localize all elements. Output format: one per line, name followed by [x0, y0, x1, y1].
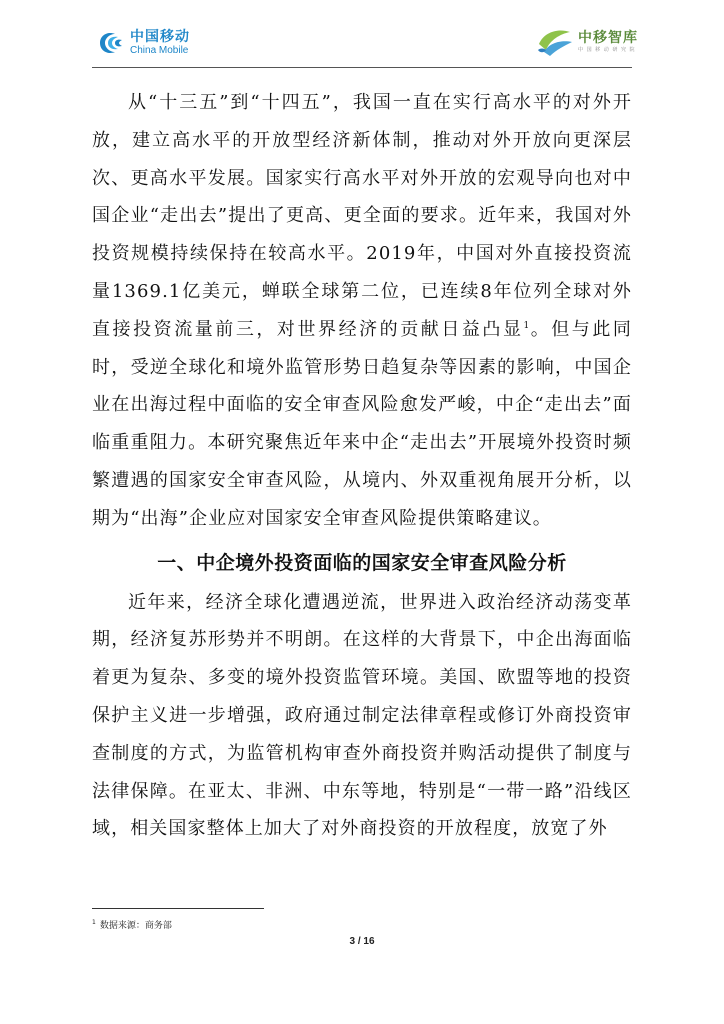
paragraph-1-text: 从“十三五”到“十四五”，我国一直在实行高水平的对外开放，建立高水平的开放型经济新体制，推动对外开放向更深层次、更高水平发展。国家实行高水平对外开放的宏观导向也对中国企业“走出去”提出了更高、更全面的要求。近年来，我国对外投资规模持续保持在较高水平。2019年，中国对外直接投资流量1369.1亿美元，蝉联全球第二位，已连续8年位列全球对外直接投资流量前三，对世界经济的贡献日益凸显 — [92, 92, 632, 340]
china-mobile-name-cn: 中国移动 — [130, 29, 190, 45]
paragraph-1-text-after: 。但与此同时，受逆全球化和境外监管形势日趋复杂等因素的影响，中国企业在出海过程中面临的安全审查风险愈发严峻，中企“走出去”面临重重阻力。本研究聚焦近年来中企“走出去”开展境外投资时频繁遭遇的国家安全审查风险，从境内、外双重视角展开分析，以期为“出海”企业应对国家安全审查风险提供策略建议。 — [92, 318, 632, 529]
think-tank-subtitle: 中 国 移 动 研 究 院 — [578, 47, 636, 53]
section-heading: 一、中企境外投资面临的国家安全审查风险分析 — [157, 551, 567, 574]
main-content — [92, 84, 632, 848]
body-paragraph-2: 近年来，经济全球化遭遇逆流，世界进入政治经济动荡变革期，经济复苏形势并不明朗。在这样的大背景下，中企出海面临着更为复杂、多变的境外投资监管环境。美国、欧盟等地的投资保护主义进一步增强，政府通过制定法律章程或修订外商投资审查制度的方式，为监管机构审查外商投资并购活动提供了制度与法律保障。在亚太、非洲、中东等地，特别是“一带一路”沿线区域，相关国家整体上加大了对外商投资的开放程度，放宽了外 — [92, 591, 632, 840]
cmcc-think-tank-logo-icon — [536, 22, 574, 63]
think-tank-logo — [536, 22, 638, 62]
body-paragraph-1 — [92, 84, 632, 538]
china-mobile-logo — [96, 26, 190, 60]
header-divider — [92, 67, 632, 68]
footnote-reference[interactable]: 1 — [523, 320, 530, 331]
footnote-marker: 1 — [92, 919, 96, 926]
footnote-divider — [92, 908, 264, 909]
page-number: 3 / 16 — [349, 936, 375, 947]
footnote-text: 数据来源：商务部 — [99, 921, 172, 931]
think-tank-name-cn: 中移智库 — [578, 30, 638, 46]
page-header — [0, 0, 724, 68]
footnote — [92, 918, 172, 931]
china-mobile-logo-icon — [96, 28, 126, 58]
china-mobile-name-en: China Mobile — [130, 45, 189, 56]
